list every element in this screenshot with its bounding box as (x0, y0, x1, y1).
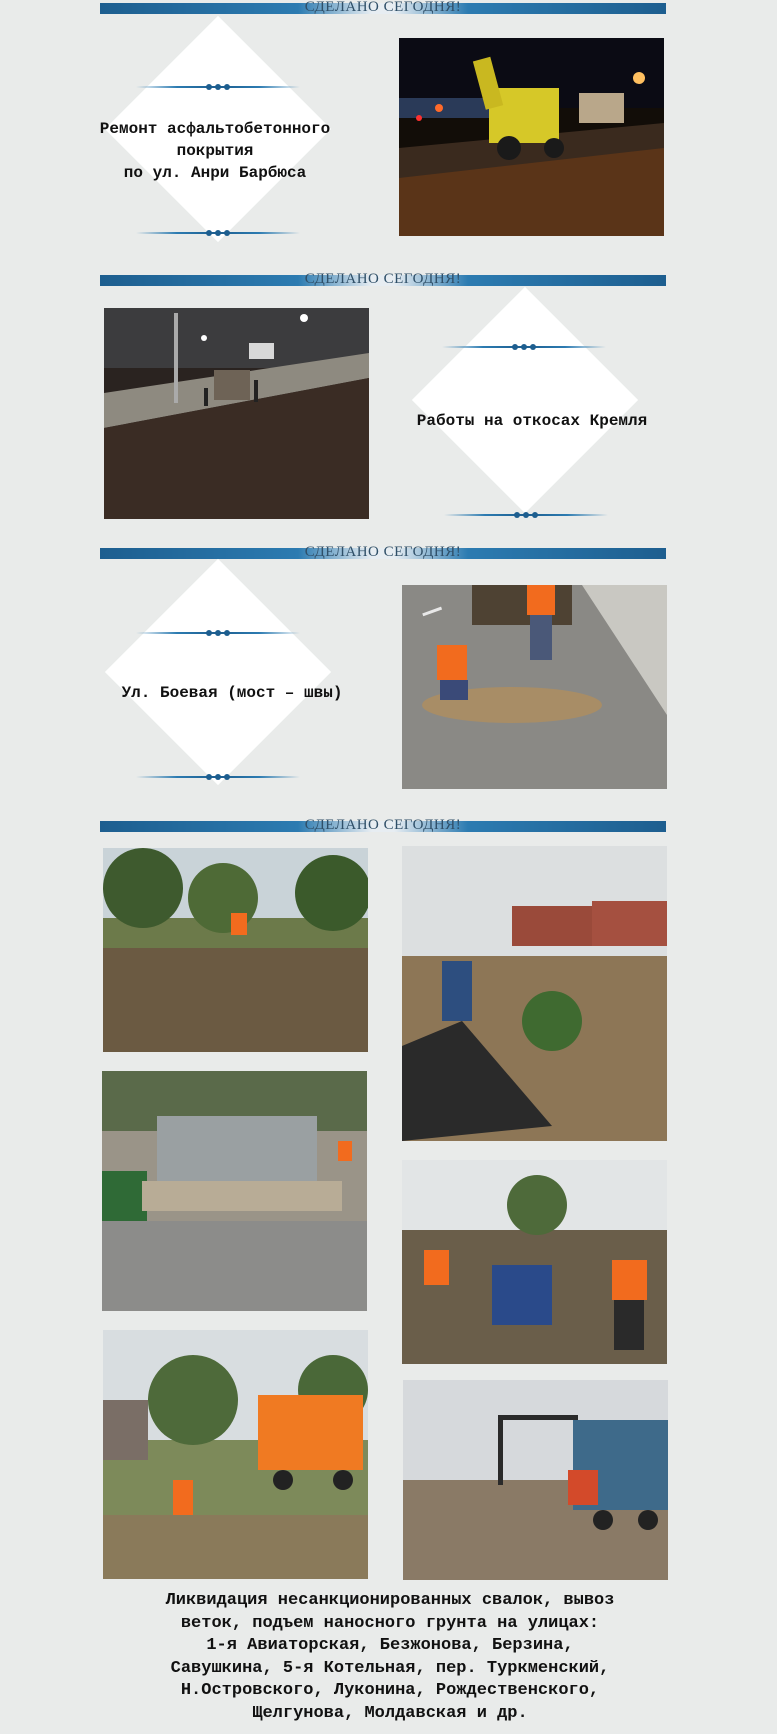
decorative-divider-icon (442, 342, 606, 352)
section-banner (100, 817, 666, 833)
photo-loader-branches (402, 846, 667, 1141)
photo-orange-truck (103, 1330, 368, 1579)
photo-clearing-bushes (103, 848, 368, 1052)
photo-crane-truck (403, 1380, 668, 1580)
caption-diamond (412, 287, 638, 513)
section-caption: Ремонт асфальтобетонного покрытия по ул. Анри Барбюса (99, 120, 331, 182)
section-caption: Ул. Боевая (мост – швы) (121, 684, 343, 702)
banner-label: СДЕЛАНО СЕГОДНЯ! (304, 271, 462, 287)
decorative-divider-icon (136, 772, 300, 782)
decorative-divider-icon (136, 628, 300, 638)
banner-label: СДЕЛАНО СЕГОДНЯ! (304, 0, 462, 15)
photo-container-workers (402, 1160, 667, 1364)
photo-excavator-night (399, 38, 664, 236)
footer-description: Ликвидация несанкционированных свалок, вывоз веток, подъем наносного грунта на улицах: 1-я Авиаторская, Безжонова, Берзина, Савушкина, 5-я Котельная, пер. Туркменский, Н.Островского, Луконина, Рождественского, Щелгунова, Молдавская и др. (165, 1591, 615, 1723)
banner-label: СДЕЛАНО СЕГОДНЯ! (304, 817, 462, 833)
photo-bridge-joint-repair (402, 585, 667, 789)
decorative-divider-icon (136, 228, 300, 238)
section-caption: Работы на откосах Кремля (416, 412, 648, 430)
banner-label: СДЕЛАНО СЕГОДНЯ! (304, 544, 462, 560)
section-banner (100, 0, 666, 15)
photo-garbage-dump (102, 1071, 367, 1311)
decorative-divider-icon (444, 510, 608, 520)
decorative-divider-icon (136, 82, 300, 92)
section-banner (100, 271, 666, 287)
photo-slope-works-night (104, 308, 369, 519)
caption-diamond (105, 559, 331, 785)
section-banner (100, 544, 666, 560)
